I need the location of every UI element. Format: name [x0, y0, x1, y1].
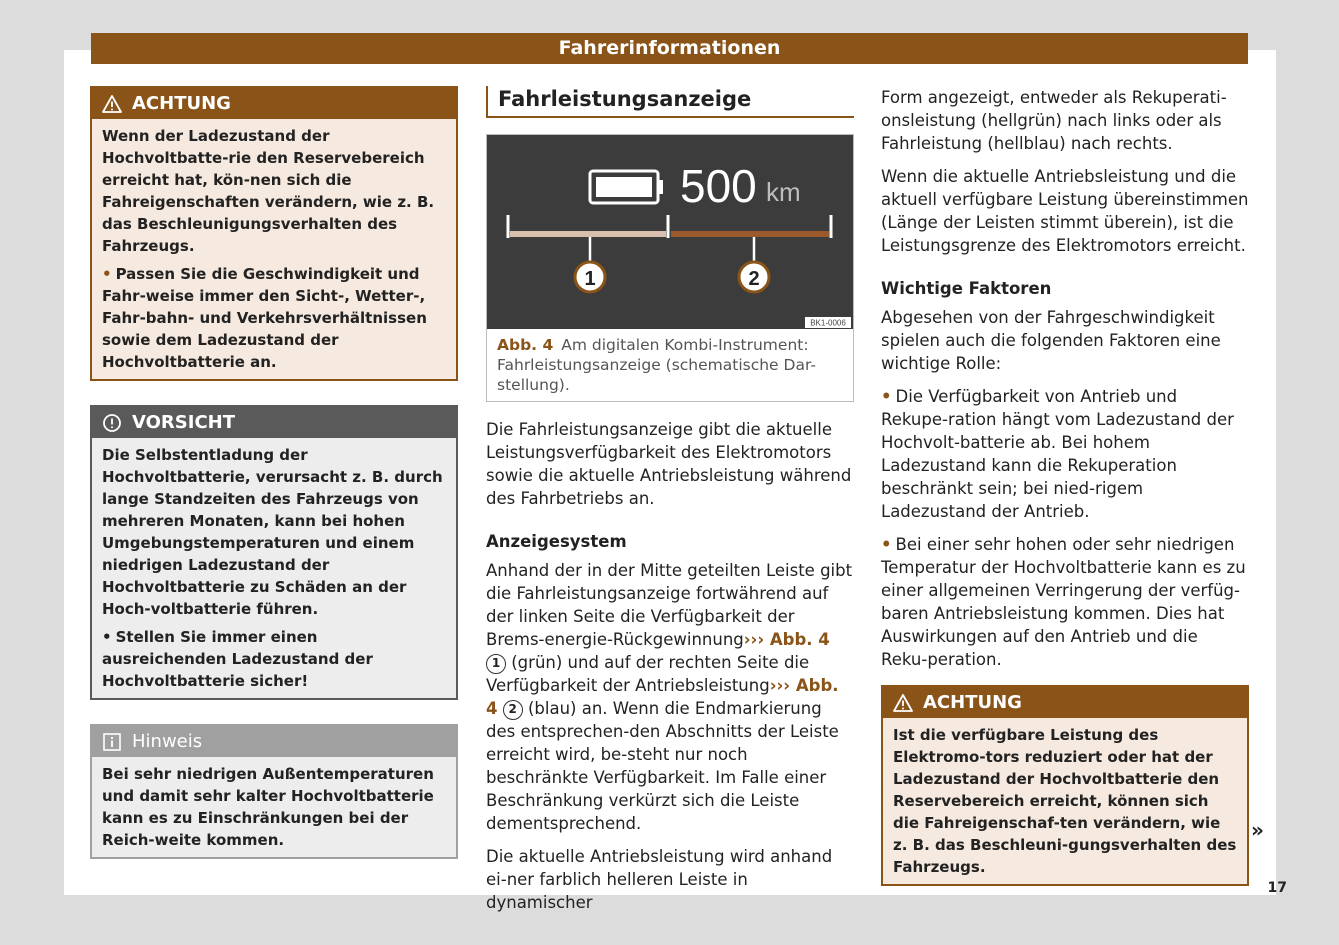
figure-reference[interactable] [744, 630, 830, 649]
figure-caption-text: Am digitalen Kombi-Instrument: Fahrleistungsanzeige (schematische Dar-stellung). [497, 336, 816, 394]
note-text: Bei sehr niedrigen Außentemperaturen und damit sehr kalter Hochvoltbatterie kann es zu Einschränkungen bei der Reich-weite kommen. [102, 765, 434, 849]
range-unit: km [766, 177, 801, 207]
bullet-icon: • [881, 535, 892, 554]
text-span: (blau) an. Wenn die Endmarkierung des entsprechen-den Abschnitts der Leiste erreicht wird, be-steht nur noch beschränkte Verfügbarkeit. Im Falle einer Beschränkung verkürzt sich die Leiste dementsprechend. [486, 699, 839, 833]
warning-text: Wenn der Ladezustand der Hochvoltbatte-rie den Reservebereich erreicht hat, kön-nen sich die Fahreigenschaften verändern, wie z. B. das Beschleunigungsverhalten des Fahrzeugs. [102, 127, 435, 255]
list-item-text: Bei einer sehr hohen oder sehr niedrigen Temperatur der Hochvoltbatterie kann es zu einer allgemeinen Verringerung der verfüg-baren Antriebsleistung kommen. Dies hat Auswirkungen auf den Antrieb und die Reku-peration. [881, 535, 1246, 669]
column-middle [486, 86, 854, 924]
warning-box-header [883, 687, 1247, 718]
figure [486, 134, 854, 402]
paragraph: Die aktuelle Antriebsleistung wird anhand ei-ner farblich helleren Leiste in dynamischer [486, 847, 833, 912]
note-box [90, 724, 458, 859]
caution-bullet [102, 626, 446, 692]
figure-caption [487, 329, 853, 401]
warning-bullet [102, 263, 446, 373]
paragraph-anzeigesystem [486, 559, 854, 835]
subheading: Anzeigesystem [486, 532, 627, 551]
text-span: Anhand der in der Mitte geteilten Leiste gibt die Fahrleistungsanzeige fortwährend auf der linken Seite die Verfügbarkeit der Brems-energie-Rückgewinnung [486, 561, 853, 649]
warning-bullet-text: Passen Sie die Geschwindigkeit und Fahr-weise immer den Sicht-, Wetter-, Fahr-bahn- und Verkehrsverhältnissen sowie dem Ladezustand der Hochvoltbatterie an. [102, 265, 427, 371]
list-item-text: Die Verfügbarkeit von Antrieb und Rekupe-ration hängt vom Ladezustand der Hochvolt-batterie ab. Bei hohem Ladezustand kann die Rekuperation beschränkt sein; bei nied-rigem Ladezustand der Antrieb. [881, 387, 1234, 521]
subheading: Wichtige Faktoren [881, 279, 1052, 298]
recuperation-bar [510, 231, 666, 237]
caution-box-header [92, 407, 456, 438]
caution-box [90, 405, 458, 700]
warning-box [90, 86, 458, 381]
paragraph: Form angezeigt, entweder als Rekuperati-onsleistung (hellgrün) nach links oder als Fahrleistung (hellblau) nach rechts. [881, 88, 1227, 153]
warning-triangle-icon [102, 94, 122, 114]
bullet-icon: • [881, 387, 892, 406]
note-body [92, 757, 456, 857]
marker-label-1: 1 [584, 268, 596, 290]
figure-label: Abb. 4 [497, 336, 554, 354]
note-heading: Hinweis [132, 731, 203, 752]
paragraph: Abgesehen von der Fahrgeschwindigkeit spielen auch die folgenden Faktoren eine wichtige Rolle: [881, 308, 1221, 373]
warning-triangle-icon [893, 693, 913, 713]
caution-heading: VORSICHT [132, 412, 235, 433]
caution-text: Die Selbstentladung der Hochvoltbatterie, verursacht z. B. durch lange Standzeiten des Fahrzeugs von mehreren Monaten, kann bei hohen Umgebungstemperaturen und einem niedrigen Ladezustand der Hochvoltbatterie zu Schäden an der Hoch-voltbatterie führen. [102, 446, 443, 618]
drive-power-bar [671, 231, 829, 237]
bullet-icon: • [102, 265, 112, 283]
range-value: 500 [680, 160, 757, 212]
body-text [486, 418, 854, 914]
list-item [881, 533, 1249, 671]
warning-body [883, 718, 1247, 884]
warning-box [881, 685, 1249, 886]
page-number: 17 [1267, 880, 1287, 896]
callout-number-2: 2 [503, 700, 523, 720]
text-span: (grün) und auf der rechten Seite die Verfügbarkeit der Antriebsleistung [486, 653, 810, 695]
warning-box-header [92, 88, 456, 119]
column-left [90, 86, 458, 883]
warning-text: Ist die verfügbare Leistung des Elektromo-tors reduziert oder hat der Ladezustand der Hochvoltbatterie den Reservebereich erreicht, können sich die Fahreigenschaf-ten verändern, wie z. B. das Beschleuni-gungsverhalten des Fahrzeugs. [893, 726, 1237, 876]
exclamation-circle-icon [102, 413, 122, 433]
caution-bullet-text: Stellen Sie immer einen ausreichenden Ladezustand der Hochvoltbatterie sicher! [102, 628, 373, 690]
figure-code: BK1-0006 [810, 318, 846, 328]
intro-paragraph: Die Fahrleistungsanzeige gibt die aktuelle Leistungsverfügbarkeit des Elektromotors sowie die aktuelle Antriebsleistung während des Fahrbetriebs an. [486, 420, 852, 508]
ref-label: Abb. 4 [769, 630, 830, 649]
warning-body [92, 119, 456, 379]
chapter-header: Fahrerinformationen [91, 33, 1248, 64]
paragraph: Wenn die aktuelle Antriebsleistung und die aktuell verfügbare Leistung übereinstimmen (Länge der Leisten stimmt überein), ist die Leistungsgrenze des Elektromotors erreicht. [881, 167, 1249, 255]
continued-marker: » [1251, 818, 1264, 842]
callout-number-1: 1 [486, 654, 506, 674]
column-right [881, 86, 1249, 910]
ref-arrows: ››› [769, 676, 791, 695]
cluster-display-image [487, 135, 853, 329]
bullet-icon: • [102, 628, 112, 646]
warning-heading: ACHTUNG [923, 692, 1022, 713]
caution-body [92, 438, 456, 698]
body-text [881, 86, 1249, 671]
warning-heading: ACHTUNG [132, 93, 231, 114]
note-box-header [92, 726, 456, 757]
marker-label-2: 2 [748, 268, 760, 290]
section-title: Fahrleistungsanzeige [486, 86, 854, 118]
ref-label: Abb. 4 [486, 676, 839, 718]
list-item [881, 385, 1249, 523]
info-icon [102, 732, 122, 752]
ref-arrows: ››› [743, 630, 765, 649]
